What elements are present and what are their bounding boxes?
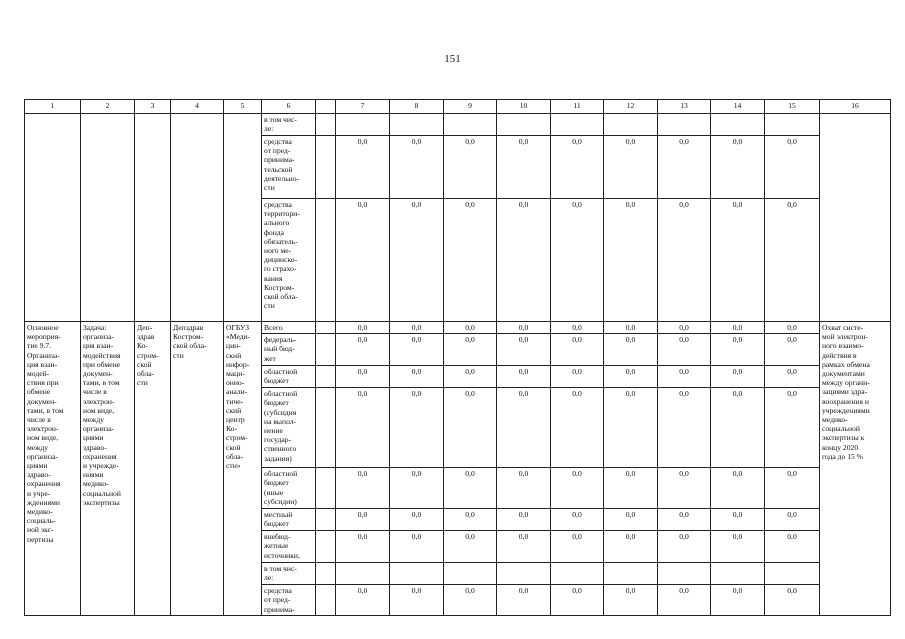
value-cell: 0,0 — [336, 366, 390, 388]
value-cell: 0,0 — [604, 388, 658, 468]
value-cell: 0,0 — [444, 199, 497, 322]
blank-cell — [316, 322, 336, 334]
blank-cell — [316, 563, 336, 585]
value-cell: 0,0 — [390, 366, 444, 388]
value-cell — [765, 114, 820, 136]
value-cell: 0,0 — [497, 468, 551, 509]
value-cell — [336, 114, 390, 136]
blank-cell — [316, 509, 336, 531]
column-header: 13 — [658, 100, 711, 114]
value-cell: 0,0 — [658, 334, 711, 366]
value-cell: 0,0 — [658, 136, 711, 199]
value-cell: 0,0 — [711, 366, 765, 388]
column-header: 6 — [262, 100, 316, 114]
value-cell: 0,0 — [551, 509, 604, 531]
value-cell: 0,0 — [551, 334, 604, 366]
value-cell: 0,0 — [444, 334, 497, 366]
value-cell: 0,0 — [444, 468, 497, 509]
page-number: 151 — [444, 53, 461, 65]
value-cell: 0,0 — [765, 585, 820, 616]
column-header: 1 — [25, 100, 81, 114]
value-cell: 0,0 — [604, 136, 658, 199]
column-header: 3 — [135, 100, 171, 114]
value-cell: 0,0 — [444, 322, 497, 334]
value-cell: 0,0 — [658, 585, 711, 616]
value-cell: 0,0 — [658, 322, 711, 334]
column-header: 11 — [551, 100, 604, 114]
blank-cell — [316, 334, 336, 366]
value-cell: 0,0 — [336, 199, 390, 322]
value-cell: 0,0 — [497, 322, 551, 334]
value-cell — [497, 563, 551, 585]
value-cell: 0,0 — [765, 322, 820, 334]
value-cell: 0,0 — [604, 509, 658, 531]
value-cell: 0,0 — [765, 388, 820, 468]
column-header: 2 — [81, 100, 135, 114]
value-cell: 0,0 — [711, 334, 765, 366]
value-cell — [390, 563, 444, 585]
column-header: 16 — [820, 100, 891, 114]
value-cell: 0,0 — [604, 531, 658, 563]
value-cell: 0,0 — [711, 509, 765, 531]
value-cell: 0,0 — [551, 468, 604, 509]
value-cell: 0,0 — [336, 531, 390, 563]
value-cell: 0,0 — [444, 585, 497, 616]
value-cell: 0,0 — [390, 531, 444, 563]
funding-source: внебюд- жетные источники, — [262, 531, 316, 563]
value-cell: 0,0 — [604, 468, 658, 509]
value-cell: 0,0 — [336, 388, 390, 468]
funding-source: в том чис- ле: — [262, 114, 316, 136]
value-cell: 0,0 — [390, 509, 444, 531]
participant: ОГБУЗ «Меди- цин- ский инфор- маци- онно- анали- тиче- ский центр Ко- стром- ской обла- сти» — [224, 322, 262, 616]
value-cell: 0,0 — [444, 136, 497, 199]
value-cell: 0,0 — [497, 388, 551, 468]
budget-table — [24, 99, 891, 616]
table-row — [25, 114, 891, 136]
funding-source: областной бюджет (субсидия на выпол- нение государ- ственного задания) — [262, 388, 316, 468]
value-cell: 0,0 — [711, 322, 765, 334]
column-header: 14 — [711, 100, 765, 114]
column-header: 9 — [444, 100, 497, 114]
blank-cell — [316, 366, 336, 388]
blank-cell — [316, 114, 336, 136]
value-cell: 0,0 — [765, 509, 820, 531]
value-cell — [497, 114, 551, 136]
value-cell: 0,0 — [497, 199, 551, 322]
column-header: 8 — [390, 100, 444, 114]
value-cell: 0,0 — [551, 585, 604, 616]
value-cell: 0,0 — [444, 531, 497, 563]
column-header: 5 — [224, 100, 262, 114]
value-cell: 0,0 — [444, 366, 497, 388]
funding-source: средства от пред- принима- тельской деятельно- сти — [262, 136, 316, 199]
value-cell — [711, 563, 765, 585]
value-cell: 0,0 — [390, 585, 444, 616]
value-cell — [658, 563, 711, 585]
value-cell: 0,0 — [497, 334, 551, 366]
value-cell: 0,0 — [604, 322, 658, 334]
activity-name: Основное мероприя- тие 9.7. Организа- ция взаи- модей- ствия при обмене докумен- тами, в том числе в электрон- ном виде, между организа- циями здраво- охранения и учре- ждениями медико- социаль- ной экс- пертизы — [25, 322, 81, 616]
value-cell: 0,0 — [658, 531, 711, 563]
value-cell: 0,0 — [711, 388, 765, 468]
funds-recipient: Депздрав Костром- ской обла- сти — [171, 322, 224, 616]
target-indicator: Охват систе- мой электрон- ного взаимо- действия в рамках обмена документами между органи- зациями здра- воохранения и учреждениями медико- социальной экспертизы к концу 2020 года до 15 % — [820, 322, 891, 616]
value-cell: 0,0 — [390, 468, 444, 509]
responsible-executor: Деп- здрав Ко- стром- ской обла- сти — [135, 322, 171, 616]
blank-cell — [316, 388, 336, 468]
value-cell: 0,0 — [497, 531, 551, 563]
empty-cell — [25, 114, 81, 322]
funding-source: в том чис- ле: — [262, 563, 316, 585]
empty-cell — [224, 114, 262, 322]
funding-source: Всего — [262, 322, 316, 334]
column-header: 15 — [765, 100, 820, 114]
value-cell: 0,0 — [658, 199, 711, 322]
table-row — [25, 322, 891, 334]
value-cell: 0,0 — [497, 136, 551, 199]
value-cell: 0,0 — [390, 322, 444, 334]
value-cell — [444, 563, 497, 585]
value-cell: 0,0 — [604, 199, 658, 322]
value-cell — [604, 563, 658, 585]
value-cell: 0,0 — [336, 322, 390, 334]
value-cell: 0,0 — [390, 334, 444, 366]
value-cell: 0,0 — [765, 334, 820, 366]
value-cell — [551, 114, 604, 136]
value-cell: 0,0 — [658, 388, 711, 468]
value-cell — [551, 563, 604, 585]
value-cell: 0,0 — [551, 388, 604, 468]
column-header: 10 — [497, 100, 551, 114]
blank-cell — [316, 199, 336, 322]
empty-cell — [81, 114, 135, 322]
value-cell: 0,0 — [551, 322, 604, 334]
value-cell: 0,0 — [444, 388, 497, 468]
value-cell: 0,0 — [604, 334, 658, 366]
value-cell: 0,0 — [765, 199, 820, 322]
funding-source: федераль- ный бюд- жет — [262, 334, 316, 366]
column-header: 12 — [604, 100, 658, 114]
value-cell: 0,0 — [551, 199, 604, 322]
value-cell: 0,0 — [711, 585, 765, 616]
funding-source: областной бюджет — [262, 366, 316, 388]
value-cell: 0,0 — [497, 366, 551, 388]
funding-source: средства территори- ального фонда обязатель- ного ме- дицинско- го страхо- вания Костром- ской обла- сти — [262, 199, 316, 322]
column-header: 4 — [171, 100, 224, 114]
value-cell: 0,0 — [765, 366, 820, 388]
empty-cell — [171, 114, 224, 322]
value-cell — [444, 114, 497, 136]
empty-cell — [820, 114, 891, 322]
blank-cell — [316, 585, 336, 616]
value-cell: 0,0 — [336, 585, 390, 616]
blank-cell — [316, 468, 336, 509]
value-cell: 0,0 — [336, 468, 390, 509]
funding-source: средства от пред- принима- — [262, 585, 316, 616]
value-cell: 0,0 — [765, 531, 820, 563]
blank-cell — [316, 136, 336, 199]
blank-cell — [316, 531, 336, 563]
value-cell: 0,0 — [497, 585, 551, 616]
column-header: 7 — [336, 100, 390, 114]
value-cell — [604, 114, 658, 136]
value-cell: 0,0 — [765, 136, 820, 199]
value-cell: 0,0 — [390, 199, 444, 322]
value-cell — [765, 563, 820, 585]
value-cell — [658, 114, 711, 136]
value-cell: 0,0 — [604, 366, 658, 388]
value-cell — [336, 563, 390, 585]
value-cell: 0,0 — [551, 136, 604, 199]
value-cell: 0,0 — [658, 468, 711, 509]
value-cell: 0,0 — [336, 509, 390, 531]
value-cell: 0,0 — [551, 366, 604, 388]
value-cell: 0,0 — [604, 585, 658, 616]
funding-source: областной бюджет (иные субсидии) — [262, 468, 316, 509]
value-cell: 0,0 — [390, 388, 444, 468]
value-cell: 0,0 — [497, 509, 551, 531]
header-row — [25, 100, 891, 114]
value-cell: 0,0 — [551, 531, 604, 563]
value-cell: 0,0 — [658, 366, 711, 388]
value-cell: 0,0 — [390, 136, 444, 199]
value-cell: 0,0 — [765, 468, 820, 509]
empty-cell — [135, 114, 171, 322]
value-cell: 0,0 — [658, 509, 711, 531]
value-cell: 0,0 — [711, 199, 765, 322]
value-cell: 0,0 — [711, 136, 765, 199]
task-description: Задача: организа- ция взаи- модействия при обмене докумен- тами, в том числе в электрон- ном виде, между организа- циями здраво- охранения и учрежде- ниями медико- социальной экспертизы — [81, 322, 135, 616]
value-cell: 0,0 — [336, 136, 390, 199]
column-header — [316, 100, 336, 114]
value-cell: 0,0 — [336, 334, 390, 366]
value-cell: 0,0 — [444, 509, 497, 531]
value-cell: 0,0 — [711, 531, 765, 563]
value-cell — [390, 114, 444, 136]
value-cell — [711, 114, 765, 136]
value-cell: 0,0 — [711, 468, 765, 509]
funding-source: местный бюджет — [262, 509, 316, 531]
